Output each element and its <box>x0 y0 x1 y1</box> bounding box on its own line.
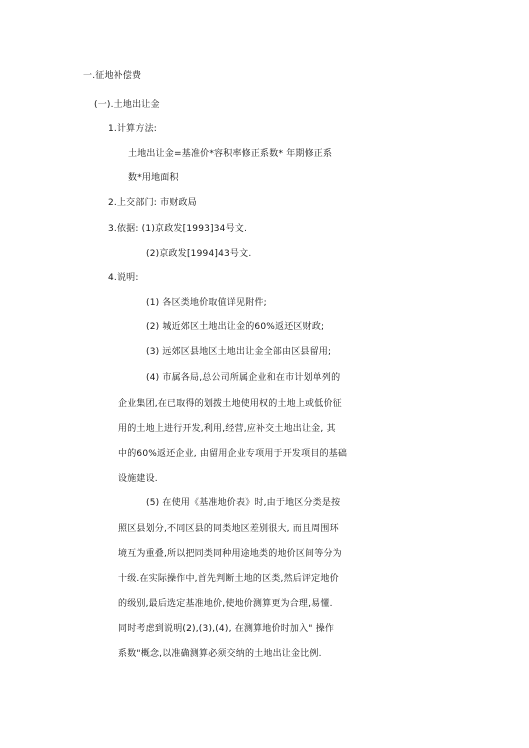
item-basis-line-2: (2)京政发[1994]43号文. <box>146 249 252 259</box>
note-4-line: 企业集团,在已取得的划拨土地使用权的土地上或低价征 <box>118 399 342 409</box>
section-title: 一.征地补偿费 <box>83 71 142 81</box>
note-5-line: 十级.在实际操作中,首先判断土地的区类,然后评定地价 <box>118 574 339 584</box>
note-4-line: 中的60%返还企业, 由留用企业专项用于开发项目的基础 <box>118 449 348 459</box>
formula-line-1: 土地出让金=基准价*容积率修正系数* 年期修正系 <box>128 149 333 159</box>
note-5-line: 系数"概念,以准确测算必须交纳的土地出让金比例. <box>118 649 322 659</box>
item-notes-label: 4.说明: <box>108 273 139 283</box>
subsection-title: (一).土地出让金 <box>94 100 160 110</box>
note-5-line: 同时考虑到说明(2),(3),(4), 在测算地价时加入" 操作 <box>118 624 335 634</box>
item-calculation-method-label: 1.计算方法: <box>108 124 158 134</box>
note-2: (2) 城近郊区土地出让金的60%返还区财政; <box>146 322 325 332</box>
note-1: (1) 各区类地价取值详见附件; <box>146 298 267 308</box>
note-5-line: 照区县划分,不同区县的同类地区差别很大, 而且周围环 <box>118 524 339 534</box>
note-4-line: (4) 市属各局,总公司所属企业和在市计划单列的 <box>146 373 341 383</box>
item-basis: 3.依据: (1)京政发[1993]34号文. <box>108 224 248 234</box>
note-5-line: 的级别,最后选定基准地价,使地价测算更为合理,易懂. <box>118 599 333 609</box>
note-4-line: 用的土地上进行开发,利用,经营,应补交土地出让金, 其 <box>118 424 336 434</box>
note-4-line: 设施建设. <box>118 474 158 484</box>
item-department: 2.上交部门: 市财政局 <box>108 198 197 208</box>
note-5-line: 境互为重叠,所以把同类同种用途地类的地价区间等分为 <box>118 549 342 559</box>
note-5-line: (5) 在使用《基准地价表》时,由于地区分类是按 <box>146 498 341 508</box>
formula-line-2: 数*用地面积 <box>128 173 179 183</box>
note-3: (3) 远郊区县地区土地出让金全部由区县留用; <box>146 347 332 357</box>
